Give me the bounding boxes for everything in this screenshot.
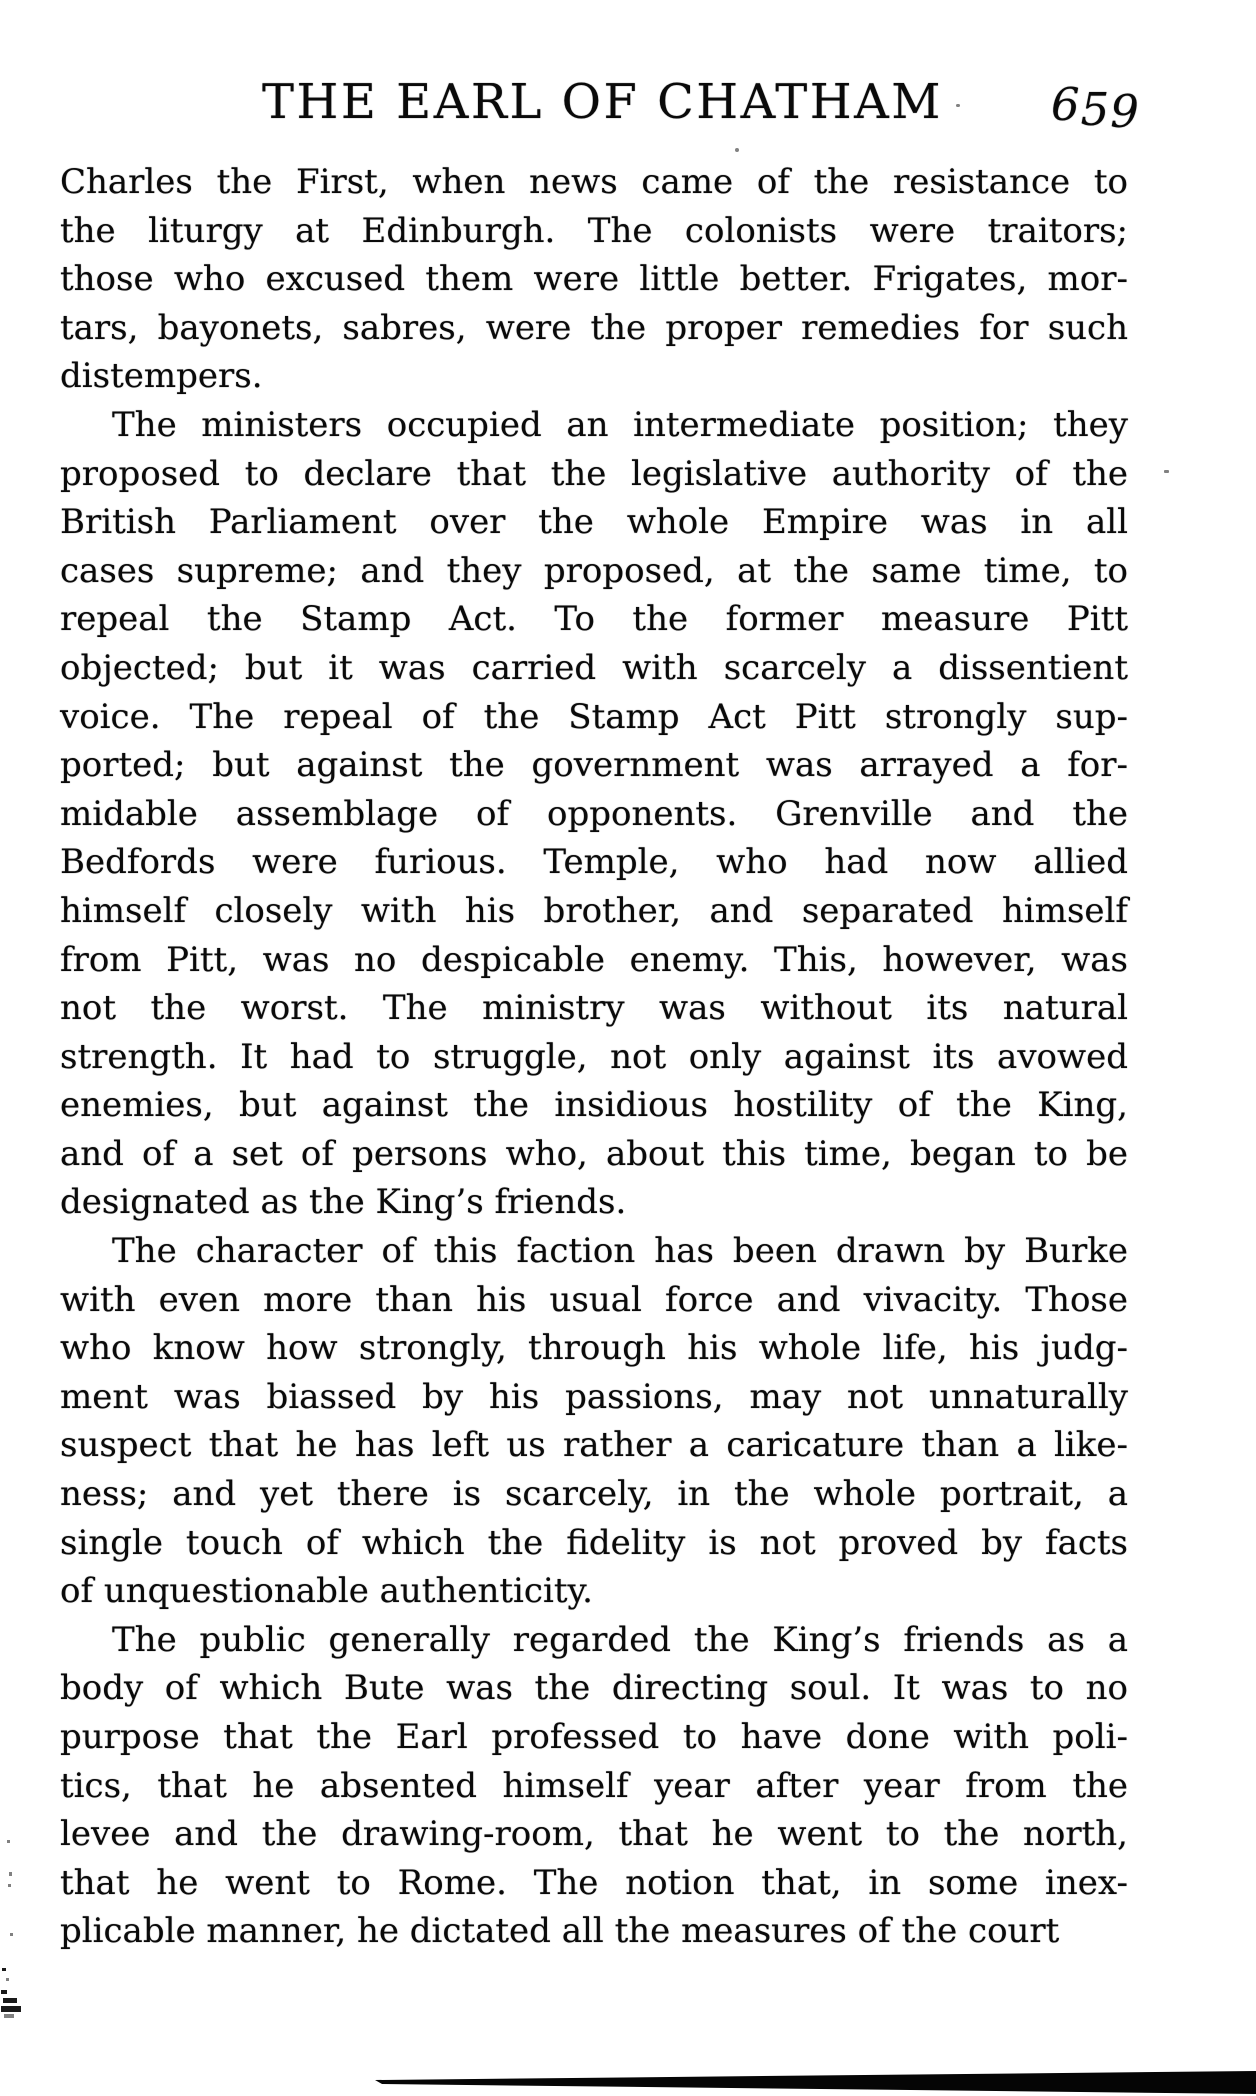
page-number: 659 <box>1051 78 1140 138</box>
text-line: himself closely with his brother, and separated himself <box>60 890 1128 931</box>
text-line: purpose that the Earl professed to have done with poli- <box>60 1717 1128 1757</box>
scan-speckle <box>4 2014 14 2018</box>
scan-speckle <box>9 1872 12 1876</box>
scan-speckle <box>2 1968 6 1971</box>
text-line: The public generally regarded the King’s friends as a <box>112 1619 1128 1660</box>
text-line: and of a set of persons who, about this time, began to be <box>60 1133 1128 1174</box>
scan-speckle <box>1164 470 1169 473</box>
text-line: The character of this faction has been drawn by Burke <box>112 1231 1128 1272</box>
text-line: ment was biassed by his passions, may not unnaturally <box>60 1376 1128 1417</box>
text-line: cases supreme; and they proposed, at the same time, to <box>60 550 1128 591</box>
text-line: of unquestionable authenticity. <box>60 1571 593 1612</box>
text-line: from Pitt, was no despicable enemy. This, however, was <box>60 939 1128 980</box>
text-line: proposed to declare that the legislative authority of the <box>60 453 1128 494</box>
text-line: distempers. <box>60 356 263 397</box>
text-line: ness; and yet there is scarcely, in the whole portrait, a <box>60 1474 1128 1515</box>
scan-speckle <box>1 2006 21 2012</box>
text-line: body of which Bute was the directing soul. It was to no <box>60 1668 1128 1709</box>
scan-speckle <box>8 1884 11 1887</box>
text-line: strength. It had to struggle, not only against its avowed <box>60 1036 1128 1077</box>
text-line: those who excused them were little better. Frigates, mor- <box>60 259 1128 300</box>
text-block <box>60 158 1128 1956</box>
text-line: tics, that he absented himself year after year from the <box>60 1765 1128 1806</box>
scan-speckle <box>6 1978 9 1981</box>
text-line: the liturgy at Edinburgh. The colonists were traitors; <box>60 210 1128 251</box>
scan-speckle <box>10 1933 13 1936</box>
text-line: not the worst. The ministry was without its natural <box>60 988 1128 1029</box>
page-title: THE EARL OF CHATHAM <box>262 74 943 130</box>
text-line: The ministers occupied an intermediate position; they <box>112 404 1128 445</box>
scan-speckle <box>956 104 960 107</box>
text-line: midable assemblage of opponents. Grenville and the <box>60 793 1128 834</box>
text-line: levee and the drawing-room, that he went to the north, <box>60 1814 1128 1855</box>
text-line: with even more than his usual force and vivacity. Those <box>60 1279 1128 1320</box>
text-line: tars, bayonets, sabres, were the proper remedies for such <box>60 307 1128 348</box>
text-line: single touch of which the fidelity is not proved by facts <box>60 1522 1128 1563</box>
scan-speckle <box>7 1840 10 1843</box>
text-line: suspect that he has left us rather a caricature than a like- <box>60 1425 1128 1466</box>
text-line: Bedfords were furious. Temple, who had now allied <box>60 842 1128 883</box>
text-line: objected; but it was carried with scarcely a dissentient <box>60 647 1128 688</box>
running-header <box>0 0 1256 150</box>
scan-speckle <box>1 1990 7 1994</box>
text-line: voice. The repeal of the Stamp Act Pitt strongly sup- <box>60 696 1128 737</box>
text-line: repeal the Stamp Act. To the former measure Pitt <box>60 599 1128 640</box>
text-line: Charles the First, when news came of the resistance to <box>60 162 1128 202</box>
scan-speckle <box>3 1998 17 2003</box>
text-line: who know how strongly, through his whole life, his judg- <box>60 1328 1128 1369</box>
text-line: British Parliament over the whole Empire was in all <box>60 502 1128 543</box>
text-line: enemies, but against the insidious hostility of the King, <box>60 1085 1128 1126</box>
scan-speckle <box>735 148 739 152</box>
text-line: that he went to Rome. The notion that, in some inex- <box>60 1862 1128 1903</box>
text-line: designated as the King’s friends. <box>60 1182 627 1223</box>
text-line: ported; but against the government was arrayed a for- <box>60 745 1128 786</box>
text-line: plicable manner, he dictated all the measures of the court <box>60 1911 1060 1952</box>
